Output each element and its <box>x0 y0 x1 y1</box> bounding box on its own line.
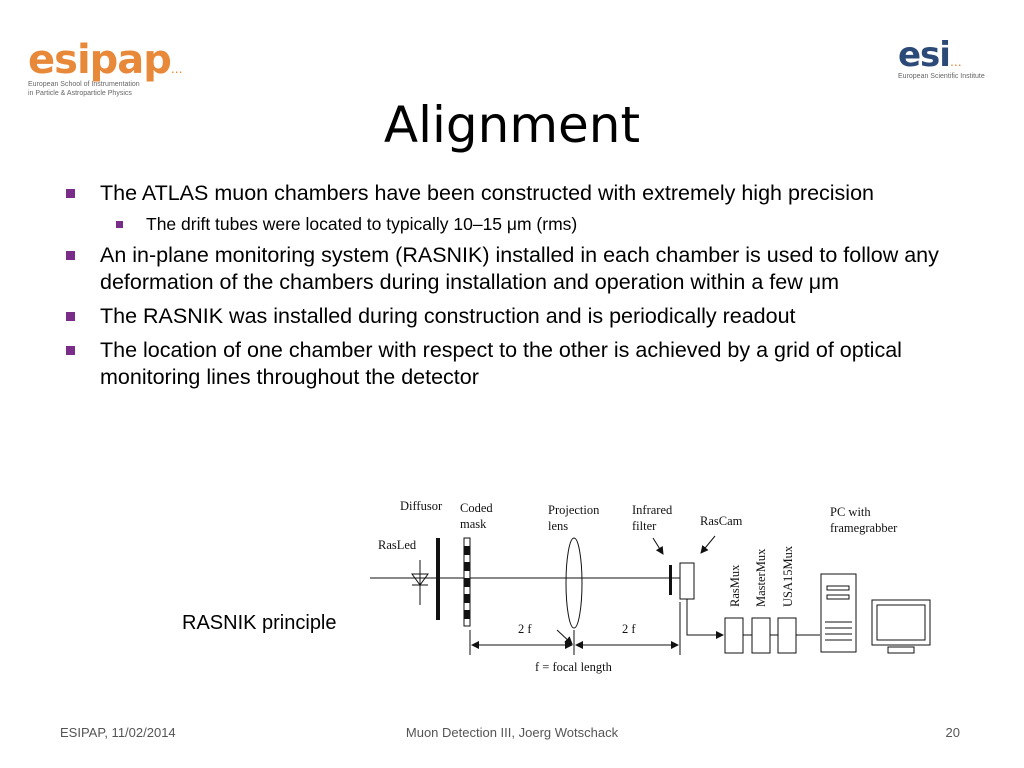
monitor-icon <box>872 600 930 653</box>
bullet-text: The ATLAS muon chambers have been constructed with extremely high precision <box>100 181 874 205</box>
label-arrows <box>653 536 715 554</box>
esi-logo-dots: ... <box>949 53 962 69</box>
dimension-lines <box>470 602 680 655</box>
label-rasled: RasLed <box>378 538 417 552</box>
label-usa15mux: USA15Mux <box>781 545 795 607</box>
esi-logo <box>898 35 1008 93</box>
esipap-logo-wordmark: esipap <box>28 37 171 83</box>
label-2f-left: 2 f <box>518 622 532 636</box>
label-infrared-filter: Infrared <box>632 503 673 517</box>
bullet-marker <box>66 312 75 321</box>
label-rasmux: RasMux <box>728 564 742 607</box>
bullet-list <box>60 180 960 398</box>
label-projection-lens: lens <box>548 519 569 533</box>
bullet-marker <box>66 189 75 198</box>
bullet-item <box>60 303 960 330</box>
label-projection-lens: Projection <box>548 503 600 517</box>
sub-bullet-marker <box>116 221 123 228</box>
rascam-icon <box>680 563 694 599</box>
projection-lens-icon <box>566 538 582 628</box>
esipap-logo-subtitle-2: in Particle & Astroparticle Physics <box>28 90 132 97</box>
mux-boxes <box>725 618 796 653</box>
esipap-logo-dots: ... <box>170 60 183 76</box>
label-2f-right: 2 f <box>622 622 636 636</box>
bullet-text: The location of one chamber with respect to the other is achieved by a grid of optical monitoring lines throughout the detector <box>100 338 902 389</box>
led-icon <box>412 560 428 605</box>
label-infrared-filter: filter <box>632 519 657 533</box>
sub-bullet-item <box>60 212 960 236</box>
bullet-marker <box>66 346 75 355</box>
esipap-logo-subtitle-1: European School of Instrumentation <box>28 81 140 88</box>
slide-title: Alignment <box>383 95 641 154</box>
label-diffusor: Diffusor <box>400 499 443 513</box>
esi-logo-wordmark: esi <box>898 35 950 75</box>
bullet-text: An in-plane monitoring system (RASNIK) installed in each chamber is used to follow any deformation of the chambers during installation and operation within a few μm <box>100 243 939 294</box>
rasnik-diagram <box>360 490 935 680</box>
bullet-item <box>60 242 960 296</box>
label-coded-mask: mask <box>460 517 487 531</box>
label-rascam: RasCam <box>700 514 743 528</box>
figure-caption: RASNIK principle <box>182 612 337 634</box>
slide-number: 20 <box>945 725 960 740</box>
bullet-marker <box>66 251 75 260</box>
coded-mask-icon <box>464 538 470 626</box>
label-mastermux: MasterMux <box>754 548 768 607</box>
label-focal-length: f = focal length <box>535 660 612 674</box>
label-coded-mask: Coded <box>460 501 493 515</box>
esi-logo-subtitle: European Scientific Institute <box>898 73 985 80</box>
footer-date: ESIPAP, 11/02/2014 <box>60 725 176 740</box>
footer-title: Muon Detection III, Joerg Wotschack <box>405 725 619 740</box>
sub-bullet-text: The drift tubes were located to typically 10–15 μm (rms) <box>146 214 578 234</box>
bullet-item <box>60 180 960 207</box>
bullet-item <box>60 337 960 391</box>
pc-tower-icon <box>821 574 856 652</box>
label-pc: framegrabber <box>830 521 898 535</box>
bullet-text: The RASNIK was installed during construction and is periodically readout <box>100 304 796 328</box>
infrared-filter-icon <box>669 565 672 595</box>
label-pc: PC with <box>830 505 871 519</box>
